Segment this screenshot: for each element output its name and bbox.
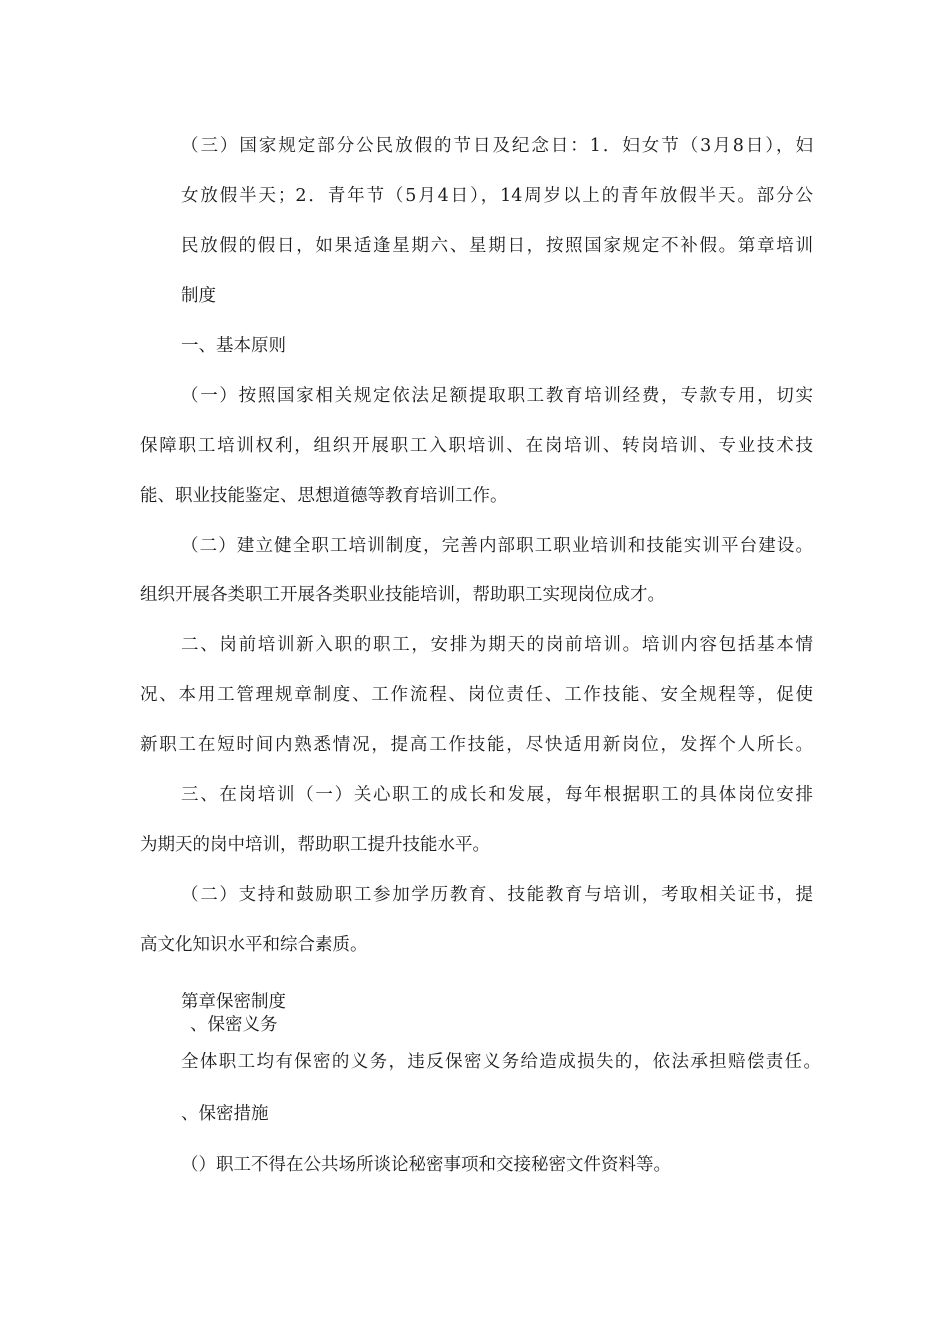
text-line: 制度 — [181, 286, 216, 306]
text-line: 况、本用工管理规章制度、工作流程、岗位责任、工作技能、安全规程等，促使 — [140, 685, 813, 705]
section-heading: 、保密措施 — [181, 1104, 269, 1124]
text-line: 能、职业技能鉴定、思想道德等教育培训工作。 — [140, 486, 508, 506]
text-line: 三、在岗培训（一）关心职工的成长和发展，每年根据职工的具体岗位安排 — [181, 785, 813, 805]
text-line: （一）按照国家相关规定依法足额提取职工教育培训经费，专款专用，切实 — [181, 386, 813, 406]
text-line: （）职工不得在公共场所谈论秘密事项和交接秘密文件资料等。 — [181, 1155, 671, 1175]
text-line: 民放假的假日，如果适逢星期六、星期日，按照国家规定不补假。第章培训 — [181, 236, 813, 256]
text-line: 新职工在短时间内熟悉情况，提高工作技能，尽快适用新岗位，发挥个人所长。 — [140, 735, 813, 755]
text-line: 为期天的岗中培训，帮助职工提升技能水平。 — [140, 835, 490, 855]
text-line: 高文化知识水平和综合素质。 — [140, 935, 368, 955]
text-line: （三）国家规定部分公民放假的节日及纪念日：1．妇女节（3月8日），妇 — [181, 136, 813, 156]
text-line: 组织开展各类职工开展各类职业技能培训，帮助职工实现岗位成才。 — [140, 585, 665, 605]
text-line: （二）支持和鼓励职工参加学历教育、技能教育与培训，考取相关证书，提 — [181, 885, 813, 905]
section-heading: 一、基本原则 — [181, 336, 286, 356]
text-line: 保障职工培训权利，组织开展职工入职培训、在岗培训、转岗培训、专业技术技 — [140, 436, 813, 456]
section-heading: 、保密义务 — [190, 1015, 278, 1035]
chapter-heading: 第章保密制度 — [181, 992, 286, 1012]
text-line: 女放假半天；2．青年节（5月4日），14周岁以上的青年放假半天。部分公 — [181, 186, 813, 206]
text-line: （二）建立健全职工培训制度，完善内部职工职业培训和技能实训平台建设。 — [181, 536, 813, 556]
text-line: 全体职工均有保密的义务，违反保密义务给造成损失的，依法承担赔偿责任。 — [181, 1052, 821, 1072]
text-line: 二、岗前培训新入职的职工，安排为期天的岗前培训。培训内容包括基本情 — [181, 635, 813, 655]
